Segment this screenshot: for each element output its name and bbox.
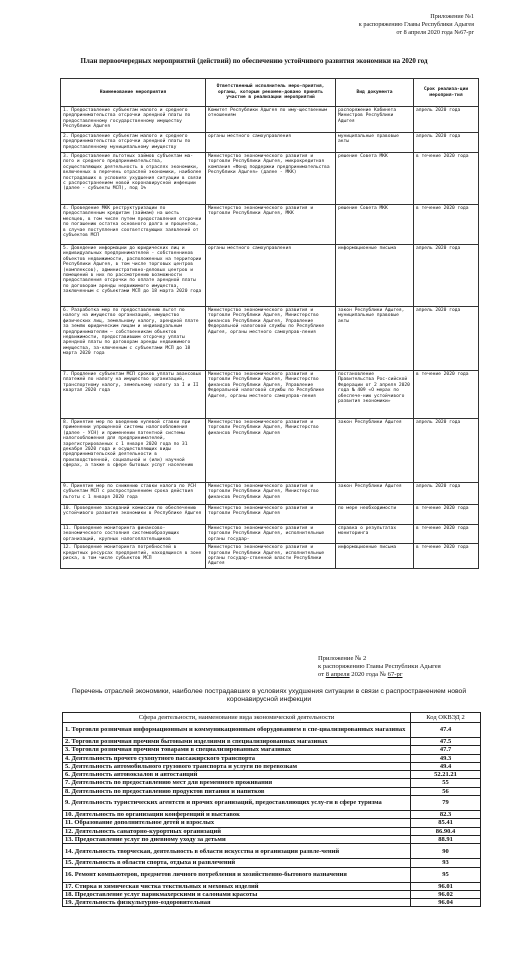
industries-header-row [63, 713, 481, 723]
plan-cell-executor: органы местного самоуправления [206, 245, 336, 307]
plan-cell-deadline: апрель 2020 года [414, 483, 479, 505]
industry-code-cell: 47.4 [411, 723, 481, 738]
plan-cell-deadline: в течение 2020 года [414, 525, 479, 544]
plan-cell-measure: 4. Проведение МКК реструктуризации по предоставленным кредитам (займам) на шесть месяцев, в том числе путем предоставления отсрочки по погашению остатка основного долга и процентов, в случае поступления соответствующих заявлений от субъектов МСП [61, 205, 206, 245]
plan-cell-deadline: в течение 2020 года [414, 505, 479, 525]
plan-cell-deadline: в течение 2020 года [414, 153, 479, 205]
plan-cell-executor: Министерство экономического развития и торговли Республики Адыгея [206, 505, 336, 525]
industries-table-row [63, 890, 481, 898]
industries-table [62, 712, 481, 907]
plan-table-row [61, 544, 479, 569]
industry-activity-cell: 7. Деятельность по предоставлению мест для временного проживания [63, 779, 411, 787]
industry-activity-cell: 1. Торговля розничная информационным и коммуникационным оборудованием в спе-циализированных магазинах [63, 723, 411, 738]
plan-cell-document: решение Совета МКК [336, 153, 414, 205]
industry-activity-cell: 18. Предоставление услуг парикмахерскими и салонами красоты [63, 890, 411, 898]
industry-activity-cell: 6. Деятельность автовокзалов и автостанций [63, 771, 411, 779]
industries-table-row [63, 796, 481, 811]
industries-table-row [63, 844, 481, 859]
plan-cell-executor: Министерство экономического развития и торговли Республики Адыгея, исполнительные органы государ- [206, 525, 336, 544]
plan-table-row [61, 483, 479, 505]
plan-cell-deadline: апрель 2020 года [414, 419, 479, 483]
industries-table-row [63, 738, 481, 746]
plan-cell-document: решение Совета МКК [336, 205, 414, 245]
industries-table-row [63, 762, 481, 770]
industry-code-cell: 82.3 [411, 811, 481, 819]
annex-2-line-2: к распоряжению Главы Республики Адыгея [318, 663, 441, 670]
plan-cell-executor: органы местного самоуправления [206, 133, 336, 153]
industry-code-cell: 96.04 [411, 899, 481, 907]
industries-table-row [63, 723, 481, 738]
industry-code-cell: 49.4 [411, 762, 481, 770]
plan-table [60, 78, 479, 569]
plan-cell-measure: 8. Принятие мер по введению нулевой ставки при применении упрощенной системы налогообложения (далее - УСН) и применении патентной системы налогообложения для предпринимателей, зарегистрированных с 1 января 2020 года по 31 декабря 2020 года и осуществляющих виды предпринимательской деятельности в производственной, социальной и (или) научной сферах, а также в сфере бытовых услуг населению [61, 419, 206, 483]
industry-code-cell: 93 [411, 859, 481, 867]
industry-activity-cell: 12. Деятельность санаторно-курортных организаций [63, 827, 411, 835]
plan-header-deadline: Срок реализа-ции мероприя-тия [414, 79, 479, 107]
plan-table-row [61, 205, 479, 245]
plan-cell-measure: 12. Проведение мониторинга потребностей в кредитных ресурсах предприятий, находящихся в зоне риска, в том числе субъектов МСП [61, 544, 206, 569]
industries-table-row [63, 779, 481, 787]
plan-cell-measure: 6. Разработка мер по предоставлению льгот по налогу на имущество организаций, имущество физических лиц, земельному налогу, арендной плате за землю юридическим лицам и индивидуальным предпринимателям — собственникам объектов недвижимости, предоставившим отсрочку уплаты арендной платы по договорам аренды недвижимого имущества, за-ключенным с субъектами МСП до 18 марта 2020 года [61, 307, 206, 371]
plan-table-row [61, 107, 479, 133]
industries-table-row [63, 771, 481, 779]
industry-activity-cell: 2. Торговля розничная прочими бытовыми изделиями в специализированных магазинах [63, 738, 411, 746]
plan-cell-measure: 7. Продление субъектам МСП сроков уплаты авансовых платежей по налогу на имущество организаций, транспортному налогу, земельному налогу за I и II квартал 2020 года [61, 371, 206, 419]
plan-cell-executor: Министерство экономического развития и торговли Республики Адыгея, МКК [206, 205, 336, 245]
industries-table-row [63, 811, 481, 819]
plan-table-row [61, 525, 479, 544]
plan-cell-document: закон Республики Адыгея, муниципальные правовые акты [336, 307, 414, 371]
industry-code-cell: 95 [411, 867, 481, 882]
industry-activity-cell: 5. Деятельность автомобильного грузового транспорта и услуги по перевозкам [63, 762, 411, 770]
plan-header-document: Вид документа [336, 79, 414, 107]
industry-code-cell: 88.91 [411, 835, 481, 843]
plan-table-row [61, 307, 479, 371]
plan-table-row [61, 153, 479, 205]
plan-table-row [61, 371, 479, 419]
industry-activity-cell: 17. Стирка и химическая чистка текстильных и меховых изделий [63, 882, 411, 890]
plan-cell-executor: Министерство экономического развития и торговли Республики Адыгея, Министерство финансов Республики Адыгея [206, 483, 336, 505]
annex-2-prefix: от [318, 671, 325, 678]
annex-2-year: 2020 года № [351, 671, 386, 678]
plan-table-row [61, 419, 479, 483]
industry-activity-cell: 13. Предоставление услуг по дневному уходу за детьми [63, 835, 411, 843]
industries-table-row [63, 882, 481, 890]
industry-code-cell: 49.3 [411, 754, 481, 762]
plan-cell-executor: Министерство экономического развития и торговли Республики Адыгея, микрокредитная компания «Фонд поддержки предпринимательства Республики Адыгея» (далее - МКК) [206, 153, 336, 205]
industries-table-row [63, 827, 481, 835]
plan-cell-executor: Министерство экономического развития и торговли Республики Адыгея, Министерство финансов Республики Адыгея [206, 419, 336, 483]
industries-table-row [63, 787, 481, 795]
industries-table-row [63, 899, 481, 907]
industry-activity-cell: 8. Деятельность по предоставлению продуктов питания и напитков [63, 787, 411, 795]
annex-2-number: 67-рг [387, 671, 403, 678]
plan-cell-document: постановление Правительства Рос-сийской Федерации от 2 апреля 2020 года № 409 «О мерах по обеспече-нию устойчивого развития экономики» [336, 371, 414, 419]
plan-cell-executor: Министерство экономического развития и торговли Республики Адыгея, Министерство финансов Республики Адыгея, Управление Федеральной налоговой службы по Республике Адыгея, органы местного самоуправ-ления [206, 371, 336, 419]
plan-cell-deadline: в течение 2020 года [414, 544, 479, 569]
plan-cell-deadline: апрель 2020 года [414, 107, 479, 133]
industry-code-cell: 47.7 [411, 746, 481, 754]
plan-cell-document: распоряжение Кабинета Министров Республики Адыгея [336, 107, 414, 133]
plan-cell-measure: 5. Доведение информации до юридических лиц и индивидуальных предпринимателей - собственников объектов недвижимости, расположенных на территории Республики Адыгея, в том числе торговых центров (комплексов), административно-деловых центров и помещений в них по рассмотрению возможности предоставления отсрочки по оплате арендной платы по договорам аренды недвижимого имущества, заключенным с субъектами МСП до 18 марта 2020 года [61, 245, 206, 307]
industry-code-cell: 90 [411, 844, 481, 859]
industry-activity-cell: 14. Деятельность творческая, деятельность в области искусства и организации развле-чений [63, 844, 411, 859]
plan-table-row [61, 133, 479, 153]
plan-cell-document: по мере необходимости [336, 505, 414, 525]
annex-2-line-3 [318, 671, 441, 679]
industry-activity-cell: 19. Деятельность физкультурно-оздоровительная [63, 899, 411, 907]
plan-cell-deadline: апрель 2020 года [414, 133, 479, 153]
industry-activity-cell: 10. Деятельность по организации конференций и выставок [63, 811, 411, 819]
plan-cell-deadline: апрель 2020 года [414, 245, 479, 307]
annex-1-line-3: от 8 апреля 2020 года №67-рг [396, 29, 474, 36]
plan-cell-document: информационные письма [336, 245, 414, 307]
industries-table-row [63, 819, 481, 827]
annex-2-line-1: Приложение № 2 [318, 655, 367, 662]
plan-cell-document: информационные письма [336, 544, 414, 569]
industry-activity-cell: 11. Образование дополнительное детей и взрослых [63, 819, 411, 827]
annex-2-header [318, 655, 441, 679]
industries-title: Перечень отраслей экономики, наиболее пострадавших в условиях ухудшения ситуации в связи с распространением новой коронавирусной инфекции [71, 688, 467, 704]
plan-header-executor: Ответственный исполнитель меро-приятия, органы, которым рекомен-довано принять участие в реализации мероприятий [206, 79, 336, 107]
plan-cell-measure: 3. Предоставление льготных займов субъектам ма-лого и среднего предпринимательства, осуществляющих деятельность в отраслях экономики, включенных в перечень отраслей экономики, наиболее пострадавших в условиях ухудшения ситуации в связи с распространением новой коронавирусной инфекции (далее - субъекты МСП), под 1% [61, 153, 206, 205]
industries-header-code: Код ОКВЭД 2 [411, 713, 481, 723]
plan-cell-deadline: в течение 2020 года [414, 205, 479, 245]
plan-cell-measure: 11. Проведение мониторинга финансово-экономического состояния системообразующих организаций, крупных налогоплательщиков [61, 525, 206, 544]
industry-code-cell: 96.01 [411, 882, 481, 890]
annex-1-line-2: к распоряжению Главы Республики Адыгея [358, 21, 474, 28]
industries-table-row [63, 835, 481, 843]
plan-cell-document: закон Республики Адыгея [336, 483, 414, 505]
industry-code-cell: 47.5 [411, 738, 481, 746]
plan-table-row [61, 505, 479, 525]
plan-header-measure: Наименование мероприятия [61, 79, 206, 107]
industries-header-activity: Сфера деятельности, наименование вида экономической деятельности [63, 713, 411, 723]
plan-cell-measure: 10. Проведение заседаний комиссии по обеспечению устойчивого развития экономики в Республике Адыгея [61, 505, 206, 525]
plan-cell-executor: Министерство экономического развития и торговли Республики Адыгея, исполнительные органы государ-ственной власти Республики Адыгея [206, 544, 336, 569]
plan-cell-measure: 9. Принятие мер по снижению ставки налога по УСН субъектам МСП с распространением срока действия льготы с 1 января 2020 года [61, 483, 206, 505]
plan-cell-deadline: в течение 2020 года [414, 371, 479, 419]
industry-activity-cell: 15. Деятельность в области спорта, отдыха и развлечений [63, 859, 411, 867]
industry-code-cell: 52.21.21 [411, 771, 481, 779]
plan-cell-document: муниципальные правовые акты [336, 133, 414, 153]
annex-1-header [359, 13, 474, 37]
industry-code-cell: 56 [411, 787, 481, 795]
plan-cell-executor: Министерство экономического развития и торговли Республики Адыгея, Министерство финансов Республики Адыгея, Управление Федеральной налоговой службы по Республике Адыгея, органы местного самоуправ-ления [206, 307, 336, 371]
industries-table-row [63, 859, 481, 867]
plan-table-row [61, 245, 479, 307]
industry-code-cell: 86.90.4 [411, 827, 481, 835]
industries-table-row [63, 746, 481, 754]
plan-cell-measure: 2. Предоставление субъектам малого и среднего предпринимательства отсрочки арендной платы по предоставленному муниципальному имуществу [61, 133, 206, 153]
plan-cell-measure: 1. Предоставление субъектам малого и среднего предпринимательства отсрочки арендной платы по предоставленному государственному имуществу Республики Адыгея [61, 107, 206, 133]
industry-code-cell: 96.02 [411, 890, 481, 898]
industry-activity-cell: 16. Ремонт компьютеров, предметов личного потребления и хозяйственно-бытового назначения [63, 867, 411, 882]
industry-code-cell: 79 [411, 796, 481, 811]
plan-cell-document: закон Республики Адыгея [336, 419, 414, 483]
plan-cell-deadline: апрель 2020 года [414, 307, 479, 371]
plan-title: План первоочередных мероприятий (действий) по обеспечению устойчивого развития экономики на 2020 год [80, 57, 428, 65]
industries-table-row [63, 867, 481, 882]
annex-2-day: 8 апреля [325, 671, 350, 678]
industry-activity-cell: 9. Деятельность туристических агентств и прочих организаций, предоставляющих услу-ги в сфере туризма [63, 796, 411, 811]
industries-table-row [63, 754, 481, 762]
annex-1-line-1: Приложение №1 [430, 13, 474, 20]
plan-cell-document: справка о результатах мониторинга [336, 525, 414, 544]
industry-code-cell: 55 [411, 779, 481, 787]
plan-table-header-row [61, 79, 479, 107]
plan-cell-executor: Комитет Республики Адыгея по иму-щественным отношениям [206, 107, 336, 133]
industry-activity-cell: 4. Деятельность прочего сухопутного пассажирского транспорта [63, 754, 411, 762]
industry-code-cell: 85.41 [411, 819, 481, 827]
industry-activity-cell: 3. Торговля розничная прочими товарами в специализированных магазинах [63, 746, 411, 754]
